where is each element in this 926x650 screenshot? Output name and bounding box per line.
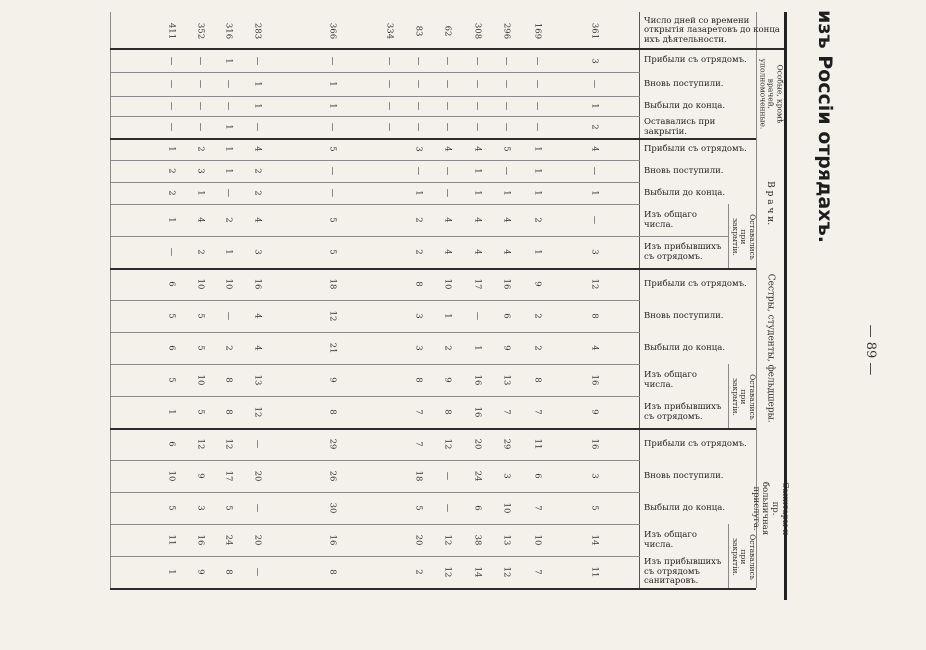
row-label: Изъ прибывшихъ съ отрядомъ санитаровъ. xyxy=(644,557,722,587)
table-cell: 7 xyxy=(413,409,424,415)
table-cell: — xyxy=(501,56,512,66)
table-cell: — xyxy=(589,79,600,89)
table-cell: 9 xyxy=(327,377,338,383)
row-rule xyxy=(110,236,640,237)
days-value: 352 xyxy=(195,22,206,40)
table-cell: 1 xyxy=(252,81,263,87)
table-cell: 1 xyxy=(589,190,600,196)
table-cell: — xyxy=(442,101,453,111)
table-cell: — xyxy=(384,101,395,111)
table-cell: 12 xyxy=(442,534,453,546)
table-cell: 9 xyxy=(195,569,206,575)
table-cell: 6 xyxy=(532,473,543,479)
row-rule xyxy=(110,96,640,97)
row-label: Прибыли съ отрядомъ. xyxy=(644,438,747,449)
table-cell: 12 xyxy=(442,438,453,450)
table-cell: 6 xyxy=(166,345,177,351)
table-cell: 29 xyxy=(327,438,338,450)
group-label-doctors: В р а ч и. xyxy=(765,181,776,226)
table-cell: 20 xyxy=(252,534,263,546)
table-cell: 6 xyxy=(501,313,512,319)
table-cell: 3 xyxy=(195,505,206,511)
row-rule xyxy=(110,396,640,397)
table-cell: 2 xyxy=(252,190,263,196)
table-cell: 12 xyxy=(589,278,600,290)
table-cell: 1 xyxy=(166,146,177,152)
table-cell: 2 xyxy=(223,217,234,223)
table-cell: 38 xyxy=(472,534,483,546)
table-cell: — xyxy=(252,56,263,66)
table-cell: — xyxy=(532,56,543,66)
table-cell: 9 xyxy=(442,377,453,383)
table-cell: 3 xyxy=(252,249,263,255)
table-cell: 8 xyxy=(327,409,338,415)
row-label: Выбыли до конца. xyxy=(644,100,726,111)
sublabel-doctors: Оставались при закрытіи. xyxy=(730,213,757,260)
table-cell: — xyxy=(442,503,453,513)
table-cell: 12 xyxy=(327,310,338,322)
table-cell: — xyxy=(384,122,395,132)
table-cell: 3 xyxy=(413,345,424,351)
table-cell: 8 xyxy=(223,569,234,575)
row-label: Вновь поступили. xyxy=(644,78,724,89)
table-cell: 13 xyxy=(252,374,263,386)
table-cell: 12 xyxy=(223,438,234,450)
row-label: Оставались при закрытіи. xyxy=(644,116,716,137)
table-cell: 2 xyxy=(223,345,234,351)
row-rule xyxy=(110,72,640,73)
table-cell: 4 xyxy=(195,217,206,223)
table-cell: — xyxy=(442,471,453,481)
table-cell: 4 xyxy=(442,217,453,223)
table-cell: 11 xyxy=(589,566,600,578)
table-cell: 24 xyxy=(223,534,234,546)
table-cell: 5 xyxy=(195,313,206,319)
table-cell: — xyxy=(223,188,234,198)
row-rule xyxy=(110,524,640,525)
table-cell: 6 xyxy=(166,441,177,447)
table-cell: — xyxy=(166,56,177,66)
table-cell: — xyxy=(384,56,395,66)
sublabel-orderlies: Оставались при закрытіи. xyxy=(730,533,757,580)
table-cell: 9 xyxy=(195,473,206,479)
table-cell: 1 xyxy=(532,190,543,196)
table-cell: 1 xyxy=(413,190,424,196)
table-cell: 16 xyxy=(501,278,512,290)
table-cell: 8 xyxy=(327,569,338,575)
row-rule xyxy=(110,332,640,333)
row-rule xyxy=(110,556,640,557)
table-cell: — xyxy=(384,79,395,89)
table-cell: 1 xyxy=(532,168,543,174)
table-cell: 5 xyxy=(166,313,177,319)
group-label-orderlies: Санитары и пр. больничная прислуга. xyxy=(751,481,791,536)
table-cell: 3 xyxy=(413,313,424,319)
table-cell: 1 xyxy=(223,168,234,174)
table-cell: 21 xyxy=(327,342,338,354)
table-cell: 4 xyxy=(589,345,600,351)
table-cell: 2 xyxy=(532,217,543,223)
table-cell: — xyxy=(223,79,234,89)
table-cell: 1 xyxy=(223,58,234,64)
table-cell: 20 xyxy=(472,438,483,450)
days-value: 366 xyxy=(327,22,338,40)
table-cell: 1 xyxy=(223,146,234,152)
table-cell: 6 xyxy=(166,281,177,287)
table-cell: 1 xyxy=(327,81,338,87)
table-cell: 11 xyxy=(532,438,543,450)
row-label: Изъ общаго числа. xyxy=(644,529,697,550)
table-cell: — xyxy=(472,56,483,66)
days-value: 83 xyxy=(413,25,424,37)
table-cell: 3 xyxy=(589,473,600,479)
table-cell: 2 xyxy=(532,345,543,351)
table-cell: — xyxy=(532,79,543,89)
row-rule xyxy=(110,460,640,461)
table-cell: 10 xyxy=(166,470,177,482)
table-cell: — xyxy=(501,101,512,111)
table-cell: — xyxy=(532,101,543,111)
table-cell: 5 xyxy=(327,146,338,152)
table-cell: — xyxy=(195,101,206,111)
table-cell: 4 xyxy=(252,146,263,152)
table-cell: 4 xyxy=(442,249,453,255)
table-cell: 3 xyxy=(589,58,600,64)
table-cell: 4 xyxy=(252,313,263,319)
table-cell: 5 xyxy=(501,146,512,152)
table-cell: — xyxy=(413,166,424,176)
table-cell: — xyxy=(442,79,453,89)
table-cell: — xyxy=(327,166,338,176)
group-label-officials: Особые, кромѣ врачей, уполномоченные. xyxy=(757,58,784,129)
table-cell: 24 xyxy=(472,470,483,482)
table-cell: 1 xyxy=(166,217,177,223)
row-label: Вновь поступили. xyxy=(644,470,724,481)
table-cell: — xyxy=(532,122,543,132)
table-cell: — xyxy=(501,166,512,176)
table-cell: 9 xyxy=(589,409,600,415)
table-cell: 7 xyxy=(501,409,512,415)
table-cell: 10 xyxy=(195,374,206,386)
table-cell: 1 xyxy=(327,103,338,109)
table-cell: 8 xyxy=(442,409,453,415)
table-cell: 6 xyxy=(472,505,483,511)
row-rule xyxy=(110,160,640,161)
table-cell: 5 xyxy=(195,345,206,351)
table-cell: 2 xyxy=(413,249,424,255)
table-cell: 4 xyxy=(252,217,263,223)
table-cell: 7 xyxy=(413,441,424,447)
table-cell: 4 xyxy=(472,217,483,223)
table-cell: — xyxy=(501,79,512,89)
table-cell: — xyxy=(589,215,600,225)
table-cell: 8 xyxy=(223,409,234,415)
table-cell: 10 xyxy=(532,534,543,546)
table-cell: 12 xyxy=(252,406,263,418)
table-cell: 4 xyxy=(472,249,483,255)
table-cell: — xyxy=(166,247,177,257)
days-value: 283 xyxy=(252,22,263,40)
table-cell: — xyxy=(223,101,234,111)
table-cell: 1 xyxy=(223,249,234,255)
table-cell: — xyxy=(472,122,483,132)
table-cell: 16 xyxy=(252,278,263,290)
page-title: изъ Россіи отрядахъ. xyxy=(814,10,836,243)
table-cell: 5 xyxy=(327,249,338,255)
table-cell: 3 xyxy=(589,249,600,255)
table-cell: 10 xyxy=(501,502,512,514)
table-cell: — xyxy=(166,79,177,89)
table-cell: — xyxy=(413,122,424,132)
table-cell: 3 xyxy=(195,168,206,174)
table-cell: 8 xyxy=(589,313,600,319)
table-cell: 2 xyxy=(166,190,177,196)
row-rule xyxy=(110,364,640,365)
days-value: 316 xyxy=(223,22,234,40)
table-cell: 1 xyxy=(532,249,543,255)
table-cell: 16 xyxy=(589,374,600,386)
table-cell: — xyxy=(195,79,206,89)
row-label: Прибыли съ отрядомъ. xyxy=(644,54,747,65)
table-cell: 3 xyxy=(501,473,512,479)
table-cell: 16 xyxy=(589,438,600,450)
table-cell: — xyxy=(252,503,263,513)
table-cell: — xyxy=(413,101,424,111)
table-cell: 20 xyxy=(252,470,263,482)
page-number: — 89 — xyxy=(863,324,878,376)
table-cell: 17 xyxy=(472,278,483,290)
table-cell: 30 xyxy=(327,502,338,514)
row-label: Изъ прибывшихъ съ отрядомъ. xyxy=(644,401,722,422)
table-cell: 4 xyxy=(589,146,600,152)
table-cell: 10 xyxy=(195,278,206,290)
table-cell: — xyxy=(472,79,483,89)
table-cell: — xyxy=(252,439,263,449)
table-cell: — xyxy=(501,122,512,132)
row-label: Вновь поступили. xyxy=(644,310,724,321)
table-cell: 13 xyxy=(501,534,512,546)
days-value: 334 xyxy=(384,22,395,40)
table-cell: 1 xyxy=(472,345,483,351)
table-bottom-rule xyxy=(110,588,756,590)
table-cell: 4 xyxy=(442,146,453,152)
table-cell: 5 xyxy=(195,409,206,415)
table-cell: 17 xyxy=(223,470,234,482)
row-label: Изъ общаго числа. xyxy=(644,209,697,230)
table-cell: 10 xyxy=(223,278,234,290)
table-cell: 2 xyxy=(413,217,424,223)
table-cell: 9 xyxy=(532,281,543,287)
table-cell: 16 xyxy=(472,406,483,418)
table-cell: — xyxy=(223,311,234,321)
days-value: 308 xyxy=(472,22,483,40)
table-cell: 12 xyxy=(195,438,206,450)
table-cell: 10 xyxy=(442,278,453,290)
table-cell: — xyxy=(442,56,453,66)
row-label: Вновь поступили. xyxy=(644,165,724,176)
table-cell: 11 xyxy=(166,534,177,546)
table-cell: 5 xyxy=(223,505,234,511)
table-cell: 8 xyxy=(223,377,234,383)
table-cell: — xyxy=(413,79,424,89)
table-cell: 1 xyxy=(223,124,234,130)
table-cell: 14 xyxy=(589,534,600,546)
table-cell: 1 xyxy=(252,103,263,109)
table-cell: — xyxy=(166,122,177,132)
table-cell: — xyxy=(166,101,177,111)
row-rule xyxy=(110,204,640,205)
table-cell: 8 xyxy=(413,377,424,383)
table-cell: — xyxy=(472,311,483,321)
table-cell: 1 xyxy=(472,168,483,174)
table-cell: 2 xyxy=(413,569,424,575)
table-cell: 18 xyxy=(413,470,424,482)
row-label: Выбыли до конца. xyxy=(644,502,726,513)
table-cell: 12 xyxy=(442,566,453,578)
table-cell: 4 xyxy=(472,146,483,152)
table-cell: 1 xyxy=(532,146,543,152)
table-cell: 2 xyxy=(195,146,206,152)
table-cell: 7 xyxy=(532,569,543,575)
row-label: Изъ прибывшихъ съ отрядомъ. xyxy=(644,241,722,262)
table-cell: — xyxy=(442,188,453,198)
table-cell: — xyxy=(442,122,453,132)
table-cell: 26 xyxy=(327,470,338,482)
row-rule xyxy=(110,300,640,301)
table-cell: — xyxy=(327,122,338,132)
table-cell: 4 xyxy=(501,217,512,223)
table-cell: — xyxy=(195,56,206,66)
table-cell: 9 xyxy=(501,345,512,351)
table-cell: 29 xyxy=(501,438,512,450)
table-cell: — xyxy=(413,56,424,66)
row-label: Прибыли съ отрядомъ. xyxy=(644,143,747,154)
table-cell: 12 xyxy=(501,566,512,578)
table-cell: — xyxy=(195,122,206,132)
row-rule xyxy=(110,492,640,493)
table-cell: 18 xyxy=(327,278,338,290)
row-label: Изъ общаго числа. xyxy=(644,369,697,390)
table-cell: 4 xyxy=(501,249,512,255)
group-label-sisters: Сестры, студенты, фельдшеры. xyxy=(765,274,776,423)
table-cell: 8 xyxy=(413,281,424,287)
table-cell: 3 xyxy=(413,146,424,152)
days-value: 296 xyxy=(501,22,512,40)
row-label: Выбыли до конца. xyxy=(644,342,726,353)
table-cell: 1 xyxy=(472,190,483,196)
table-cell: 1 xyxy=(501,190,512,196)
row-label: Выбыли до конца. xyxy=(644,187,726,198)
table-cell: 1 xyxy=(589,103,600,109)
table-cell: 8 xyxy=(532,377,543,383)
header-label: Число дней со времени открытія лазаретовъ до конца ихъ дѣятельности. xyxy=(644,15,780,45)
days-value: 411 xyxy=(166,22,177,40)
days-value: 62 xyxy=(442,25,453,37)
table-cell: 7 xyxy=(532,409,543,415)
table-cell: 2 xyxy=(166,168,177,174)
table-cell: — xyxy=(442,166,453,176)
table-cell: 1 xyxy=(195,190,206,196)
table-cell: 2 xyxy=(442,345,453,351)
table-cell: — xyxy=(327,188,338,198)
table-cell: 14 xyxy=(472,566,483,578)
table-cell: — xyxy=(589,166,600,176)
table-cell: 13 xyxy=(501,374,512,386)
table-cell: 5 xyxy=(166,377,177,383)
sublabel-sisters: Оставались при закрытіи. xyxy=(730,373,757,420)
table-cell: 1 xyxy=(166,569,177,575)
table-cell: — xyxy=(252,567,263,577)
row-label: Прибыли съ отрядомъ. xyxy=(644,278,747,289)
table-cell: 5 xyxy=(413,505,424,511)
row-rule xyxy=(110,182,640,183)
table-cell: 2 xyxy=(195,249,206,255)
table-cell: — xyxy=(327,56,338,66)
table-cell: 1 xyxy=(166,409,177,415)
table-cell: 7 xyxy=(532,505,543,511)
table-cell: 2 xyxy=(532,313,543,319)
days-value: 169 xyxy=(532,22,543,40)
table-cell: — xyxy=(472,101,483,111)
days-value: 361 xyxy=(589,22,600,40)
table-cell: 2 xyxy=(589,124,600,130)
table-cell: 16 xyxy=(327,534,338,546)
table-cell: — xyxy=(252,122,263,132)
table-cell: 5 xyxy=(589,505,600,511)
table-cell: 2 xyxy=(252,168,263,174)
table-cell: 5 xyxy=(327,217,338,223)
table-cell: 4 xyxy=(252,345,263,351)
table-cell: 1 xyxy=(442,313,453,319)
table-cell: 16 xyxy=(195,534,206,546)
row-rule xyxy=(110,116,640,117)
table-cell: 16 xyxy=(472,374,483,386)
table-cell: 5 xyxy=(166,505,177,511)
table-cell: 20 xyxy=(413,534,424,546)
